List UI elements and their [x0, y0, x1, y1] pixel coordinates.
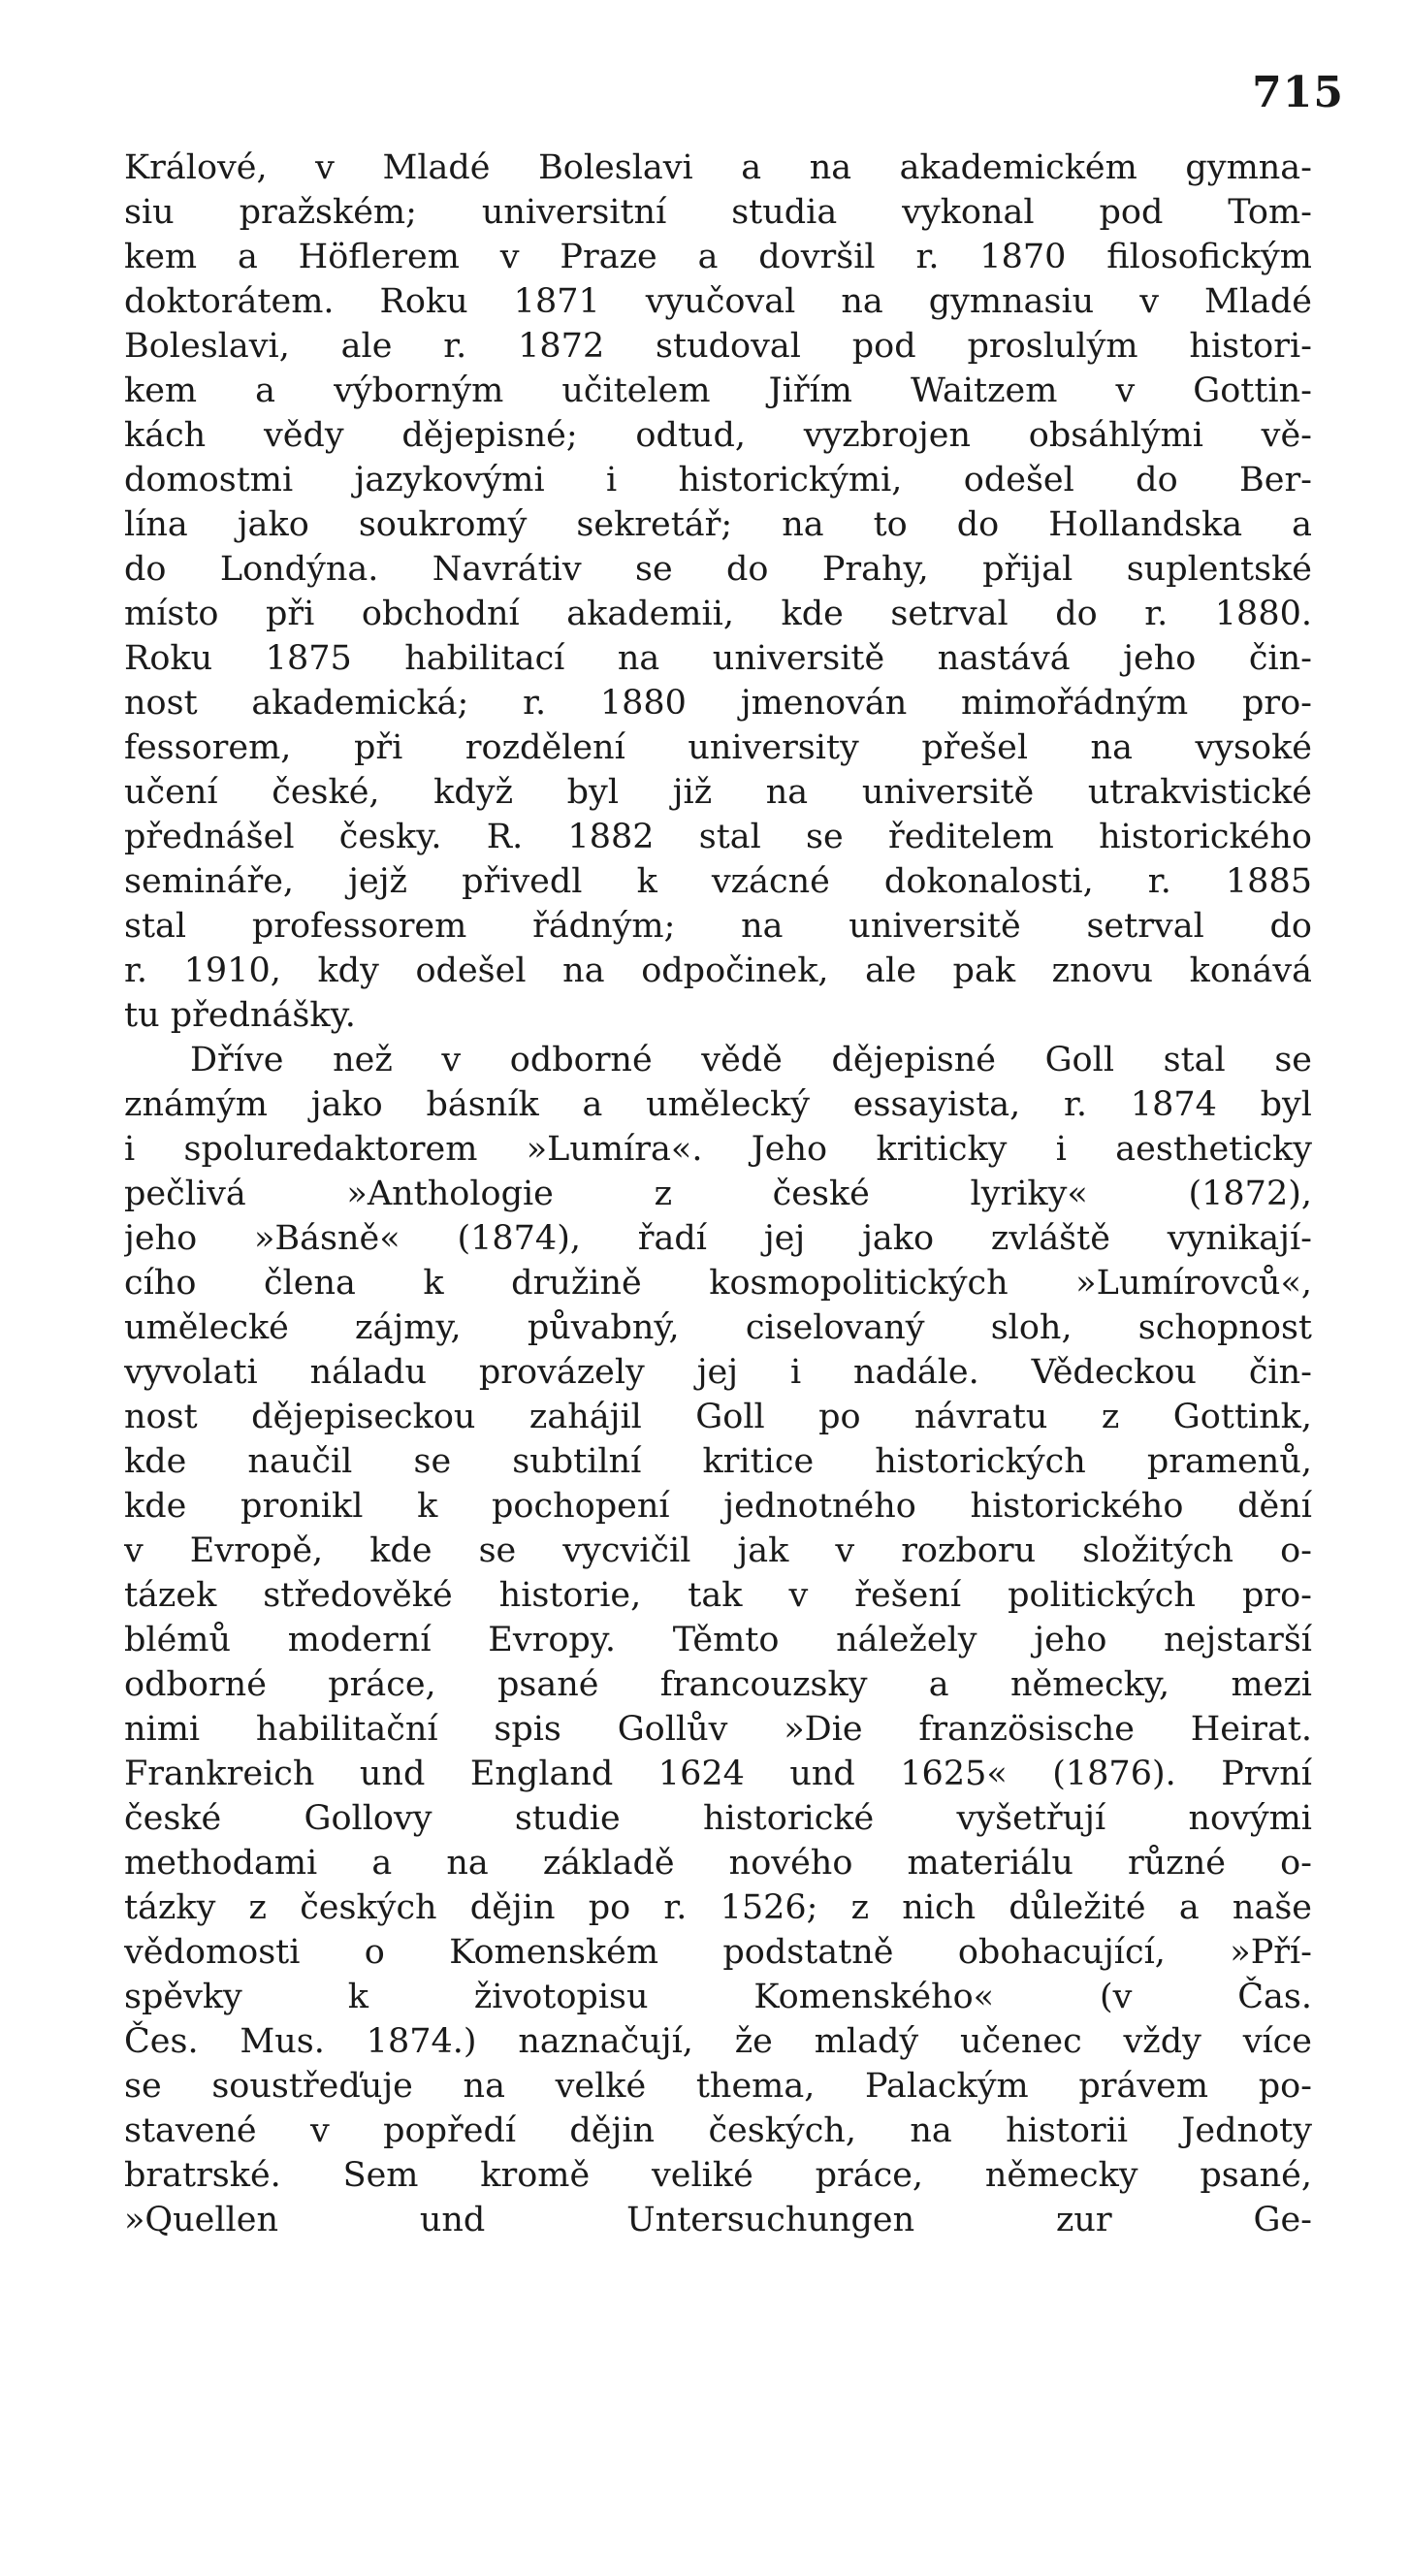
- text-line: Králové, v Mladé Boleslavi a na akademickém gymna-: [124, 148, 1312, 187]
- text-line: nimi habilitační spis Gollův »Die französische Heirat.: [124, 1710, 1312, 1749]
- text-line: bratrské. Sem kromě veliké práce, německy psané,: [124, 2156, 1312, 2195]
- text-line: Dříve než v odborné vědě dějepisné Goll stal se: [190, 1041, 1312, 1079]
- text-line: se soustřeďuje na velké thema, Palackým právem po-: [124, 2067, 1312, 2106]
- text-line: do Londýna. Navrátiv se do Prahy, přijal suplentské: [124, 550, 1312, 589]
- text-line: stal professorem řádným; na universitě setrval do: [124, 907, 1312, 946]
- text-line: Roku 1875 habilitací na universitě nastává jeho čin-: [124, 639, 1312, 678]
- text-line: známým jako básník a umělecký essayista, r. 1874 byl: [124, 1085, 1312, 1124]
- text-line: české Gollovy studie historické vyšetřují novými: [124, 1799, 1312, 1838]
- text-line: umělecké zájmy, půvabný, ciselovaný sloh, schopnost: [124, 1308, 1312, 1347]
- text-line: »Quellen und Untersuchungen zur Ge-: [124, 2201, 1312, 2239]
- text-line: r. 1910, kdy odešel na odpočinek, ale pak znovu konává: [124, 951, 1312, 990]
- text-line: kem a výborným učitelem Jiřím Waitzem v Gottin-: [124, 371, 1312, 410]
- text-line: kde pronikl k pochopení jednotného historického dění: [124, 1487, 1312, 1526]
- text-line: doktorátem. Roku 1871 vyučoval na gymnasiu v Mladé: [124, 282, 1312, 321]
- text-line: cího člena k družině kosmopolitických »Lumírovců«,: [124, 1264, 1312, 1303]
- text-line: kem a Höflerem v Praze a dovršil r. 1870 filosofickým: [124, 238, 1312, 276]
- text-line: jeho »Básně« (1874), řadí jej jako zvláště vynikají-: [124, 1219, 1312, 1258]
- text-line: methodami a na základě nového materiálu různé o-: [124, 1844, 1312, 1883]
- text-line: vyvolati náladu provázely jej i nadále. Vědeckou čin-: [124, 1353, 1312, 1392]
- text-line: fessorem, při rozdělení university přešel na vysoké: [124, 728, 1312, 767]
- text-line: v Evropě, kde se vycvičil jak v rozboru složitých o-: [124, 1531, 1312, 1570]
- text-line: i spoluredaktorem »Lumíra«. Jeho kriticky i aestheticky: [124, 1130, 1312, 1169]
- text-line: místo při obchodní akademii, kde setrval do r. 1880.: [124, 595, 1312, 633]
- text-line: Frankreich und England 1624 und 1625« (1876). První: [124, 1755, 1312, 1793]
- text-line: tázky z českých dějin po r. 1526; z nich důležité a naše: [124, 1888, 1312, 1927]
- text-line: vědomosti o Komenském podstatně obohacující, »Pří-: [124, 1933, 1312, 1972]
- body-text: [124, 145, 1312, 2242]
- page-number: 715: [1252, 68, 1344, 117]
- text-line: kde naučil se subtilní kritice historických pramenů,: [124, 1442, 1312, 1481]
- text-line: Čes. Mus. 1874.) naznačují, že mladý učenec vždy více: [124, 2022, 1312, 2061]
- text-line: siu pražském; universitní studia vykonal pod Tom-: [124, 193, 1312, 232]
- text-line: domostmi jazykovými i historickými, odešel do Ber-: [124, 461, 1312, 499]
- text-line: kách vědy dějepisné; odtud, vyzbrojen obsáhlými vě-: [124, 416, 1312, 455]
- text-line: nost dějepiseckou zahájil Goll po návratu z Gottink,: [124, 1398, 1312, 1436]
- text-line: nost akademická; r. 1880 jmenován mimořádným pro-: [124, 684, 1312, 723]
- text-line: tázek středověké historie, tak v řešení politických pro-: [124, 1576, 1312, 1615]
- text-line: tu přednášky.: [124, 996, 356, 1035]
- text-line: pečlivá »Anthologie z české lyriky« (1872),: [124, 1175, 1312, 1213]
- text-line: lína jako soukromý sekretář; na to do Hollandska a: [124, 505, 1312, 544]
- text-line: přednášel česky. R. 1882 stal se ředitelem historického: [124, 818, 1312, 856]
- text-line: učení české, když byl již na universitě utrakvistické: [124, 773, 1312, 812]
- text-line: spěvky k životopisu Komenského« (v Čas.: [124, 1978, 1312, 2016]
- text-line: semináře, jejž přivedl k vzácné dokonalosti, r. 1885: [124, 862, 1312, 901]
- text-line: Boleslavi, ale r. 1872 studoval pod proslulým histori-: [124, 327, 1312, 366]
- text-line: stavené v popředí dějin českých, na historii Jednoty: [124, 2111, 1312, 2150]
- text-line: blémů moderní Evropy. Těmto náležely jeho nejstarší: [124, 1621, 1312, 1659]
- text-line: odborné práce, psané francouzsky a německy, mezi: [124, 1665, 1312, 1704]
